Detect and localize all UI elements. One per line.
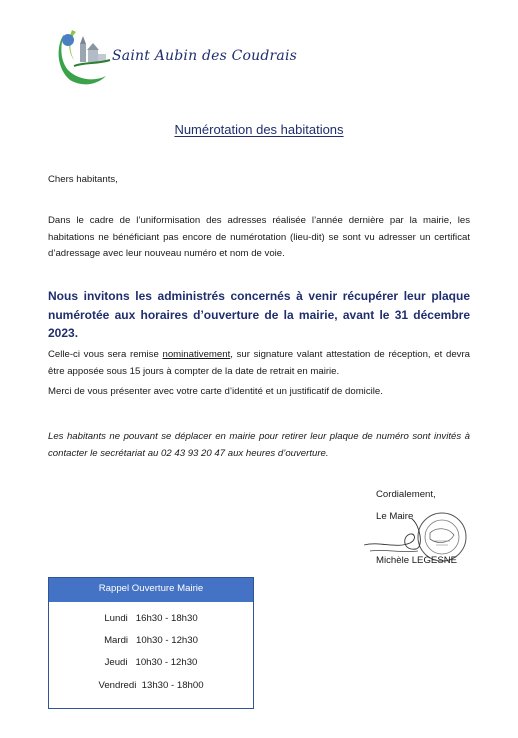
page-title: Numérotation des habitations — [174, 122, 344, 137]
opening-hours-box — [48, 577, 254, 709]
paragraph-delivery — [48, 347, 470, 380]
invitation-notice: Nous invitons les administrés concernés à venir récupérer leur plaque numérotée aux horaires d’ouverture de la mairie, avant le 31 décembre 2023. — [48, 289, 470, 340]
greeting: Chers habitants, — [48, 174, 118, 185]
municipality-logo — [54, 26, 298, 88]
contact-note: Les habitants ne pouvant se déplacer en mairie pour retirer leur plaque de numéro sont invités à contacter le secrétariat au 02 43 93 20 47 aux heures d’ouverture. — [48, 431, 470, 459]
signatory-name: Michèle LEGESNE — [376, 555, 458, 566]
underlined-word: nominativement — [162, 349, 231, 360]
signatory-role: Le Maire — [376, 511, 414, 522]
hours-row-vendredi: Vendredi 13h30 - 18h00 — [98, 680, 204, 691]
paragraph-delivery-end: , sur signature valant attestation de réception, et devra être apposée sous 15 jours à compter de la date de retrait en mairie. — [48, 349, 470, 377]
hours-row-mardi: Mardi 10h30 - 12h30 — [104, 635, 198, 646]
opening-hours-header: Rappel Ouverture Mairie — [49, 578, 253, 602]
hours-row-lundi: Lundi 16h30 - 18h30 — [104, 613, 198, 624]
hours-row-jeudi: Jeudi 10h30 - 12h30 — [104, 657, 198, 668]
paragraph-certificate: Dans le cadre de l’uniformisation des adresses réalisée l’année dernière par la mairie, les habitations ne bénéficiant pas encore de numérotation (lieu-dit) se sont vu adresser un certificat d’adressage avec leur nouveau numéro et nom de voie. — [48, 215, 470, 259]
paragraph-delivery-start: Celle-ci vous sera remise — [48, 349, 163, 360]
logo-text: Saint Aubin des Coudrais — [112, 48, 298, 64]
closing: Cordialement, — [376, 489, 436, 500]
paragraph-documents: Merci de vous présenter avec votre carte d’identité et un justificatif de domicile. — [48, 386, 383, 397]
